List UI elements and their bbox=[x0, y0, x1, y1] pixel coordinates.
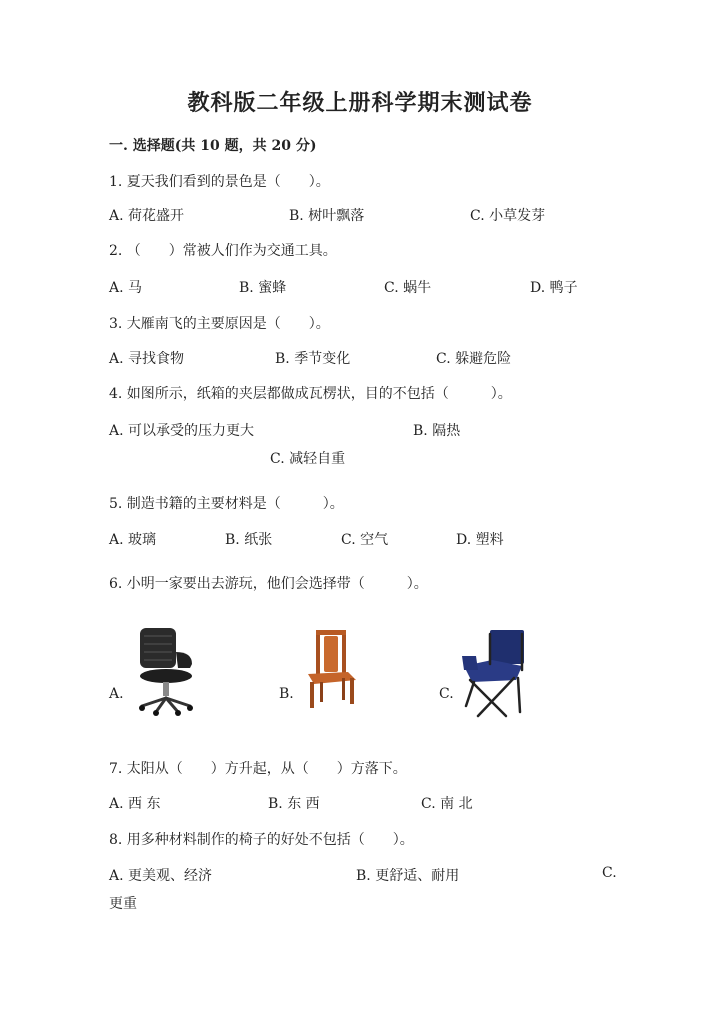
q6-option-b: B. bbox=[279, 686, 294, 702]
q7-option-a: A. 西 东 bbox=[109, 796, 161, 812]
question-5: 5. 制造书籍的主要材料是（ ）。 bbox=[109, 496, 344, 512]
q4-option-c: C. 减轻自重 bbox=[270, 451, 346, 467]
q2-option-c: C. 蜗牛 bbox=[384, 280, 432, 296]
question-6: 6. 小明一家要出去游玩，他们会选择带（ ）。 bbox=[109, 576, 428, 592]
question-7: 7. 太阳从（ ）方升起，从（ ）方落下。 bbox=[109, 761, 407, 777]
q1-option-a: A. 荷花盛开 bbox=[109, 208, 185, 224]
q7-option-c: C. 南 北 bbox=[421, 796, 473, 812]
folding-chair-icon bbox=[458, 626, 530, 720]
question-4: 4. 如图所示，纸箱的夹层都做成瓦楞状，目的不包括（ ）。 bbox=[109, 386, 512, 402]
question-3: 3. 大雁南飞的主要原因是（ ）。 bbox=[109, 316, 330, 332]
question-1: 1. 夏天我们看到的景色是（ ）。 bbox=[109, 174, 330, 190]
q8-option-a: A. 更美观、经济 bbox=[109, 868, 213, 884]
q5-option-a: A. 玻璃 bbox=[109, 532, 157, 548]
q2-option-d: D. 鸭子 bbox=[530, 280, 578, 296]
q1-option-c: C. 小草发芽 bbox=[470, 208, 546, 224]
question-2: 2. （ ）常被人们作为交通工具。 bbox=[109, 243, 337, 259]
q6-option-a: A. bbox=[109, 686, 124, 702]
q2-option-b: B. 蜜蜂 bbox=[239, 280, 287, 296]
page-title: 教科版二年级上册科学期末测试卷 bbox=[187, 90, 533, 116]
question-8: 8. 用多种材料制作的椅子的好处不包括（ ）。 bbox=[109, 832, 414, 848]
q3-option-a: A. 寻找食物 bbox=[109, 351, 185, 367]
q5-option-c: C. 空气 bbox=[341, 532, 389, 548]
q4-option-a: A. 可以承受的压力更大 bbox=[109, 423, 255, 439]
q3-option-c: C. 躲避危险 bbox=[436, 351, 512, 367]
q8-option-c-text: 更重 bbox=[109, 896, 137, 912]
q8-option-c: C. bbox=[602, 865, 617, 881]
q6-option-c: C. bbox=[439, 686, 454, 702]
q1-option-b: B. 树叶飘落 bbox=[289, 208, 365, 224]
q2-option-a: A. 马 bbox=[109, 280, 143, 296]
q7-option-b: B. 东 西 bbox=[268, 796, 320, 812]
q5-option-d: D. 塑料 bbox=[456, 532, 504, 548]
q4-option-b: B. 隔热 bbox=[413, 423, 461, 439]
wooden-chair-icon bbox=[302, 628, 358, 710]
q3-option-b: B. 季节变化 bbox=[275, 351, 351, 367]
q8-option-b: B. 更舒适、耐用 bbox=[356, 868, 460, 884]
section-heading: 一. 选择题(共 10 题，共 20 分) bbox=[109, 138, 317, 154]
office-chair-icon bbox=[130, 622, 202, 716]
q5-option-b: B. 纸张 bbox=[225, 532, 273, 548]
